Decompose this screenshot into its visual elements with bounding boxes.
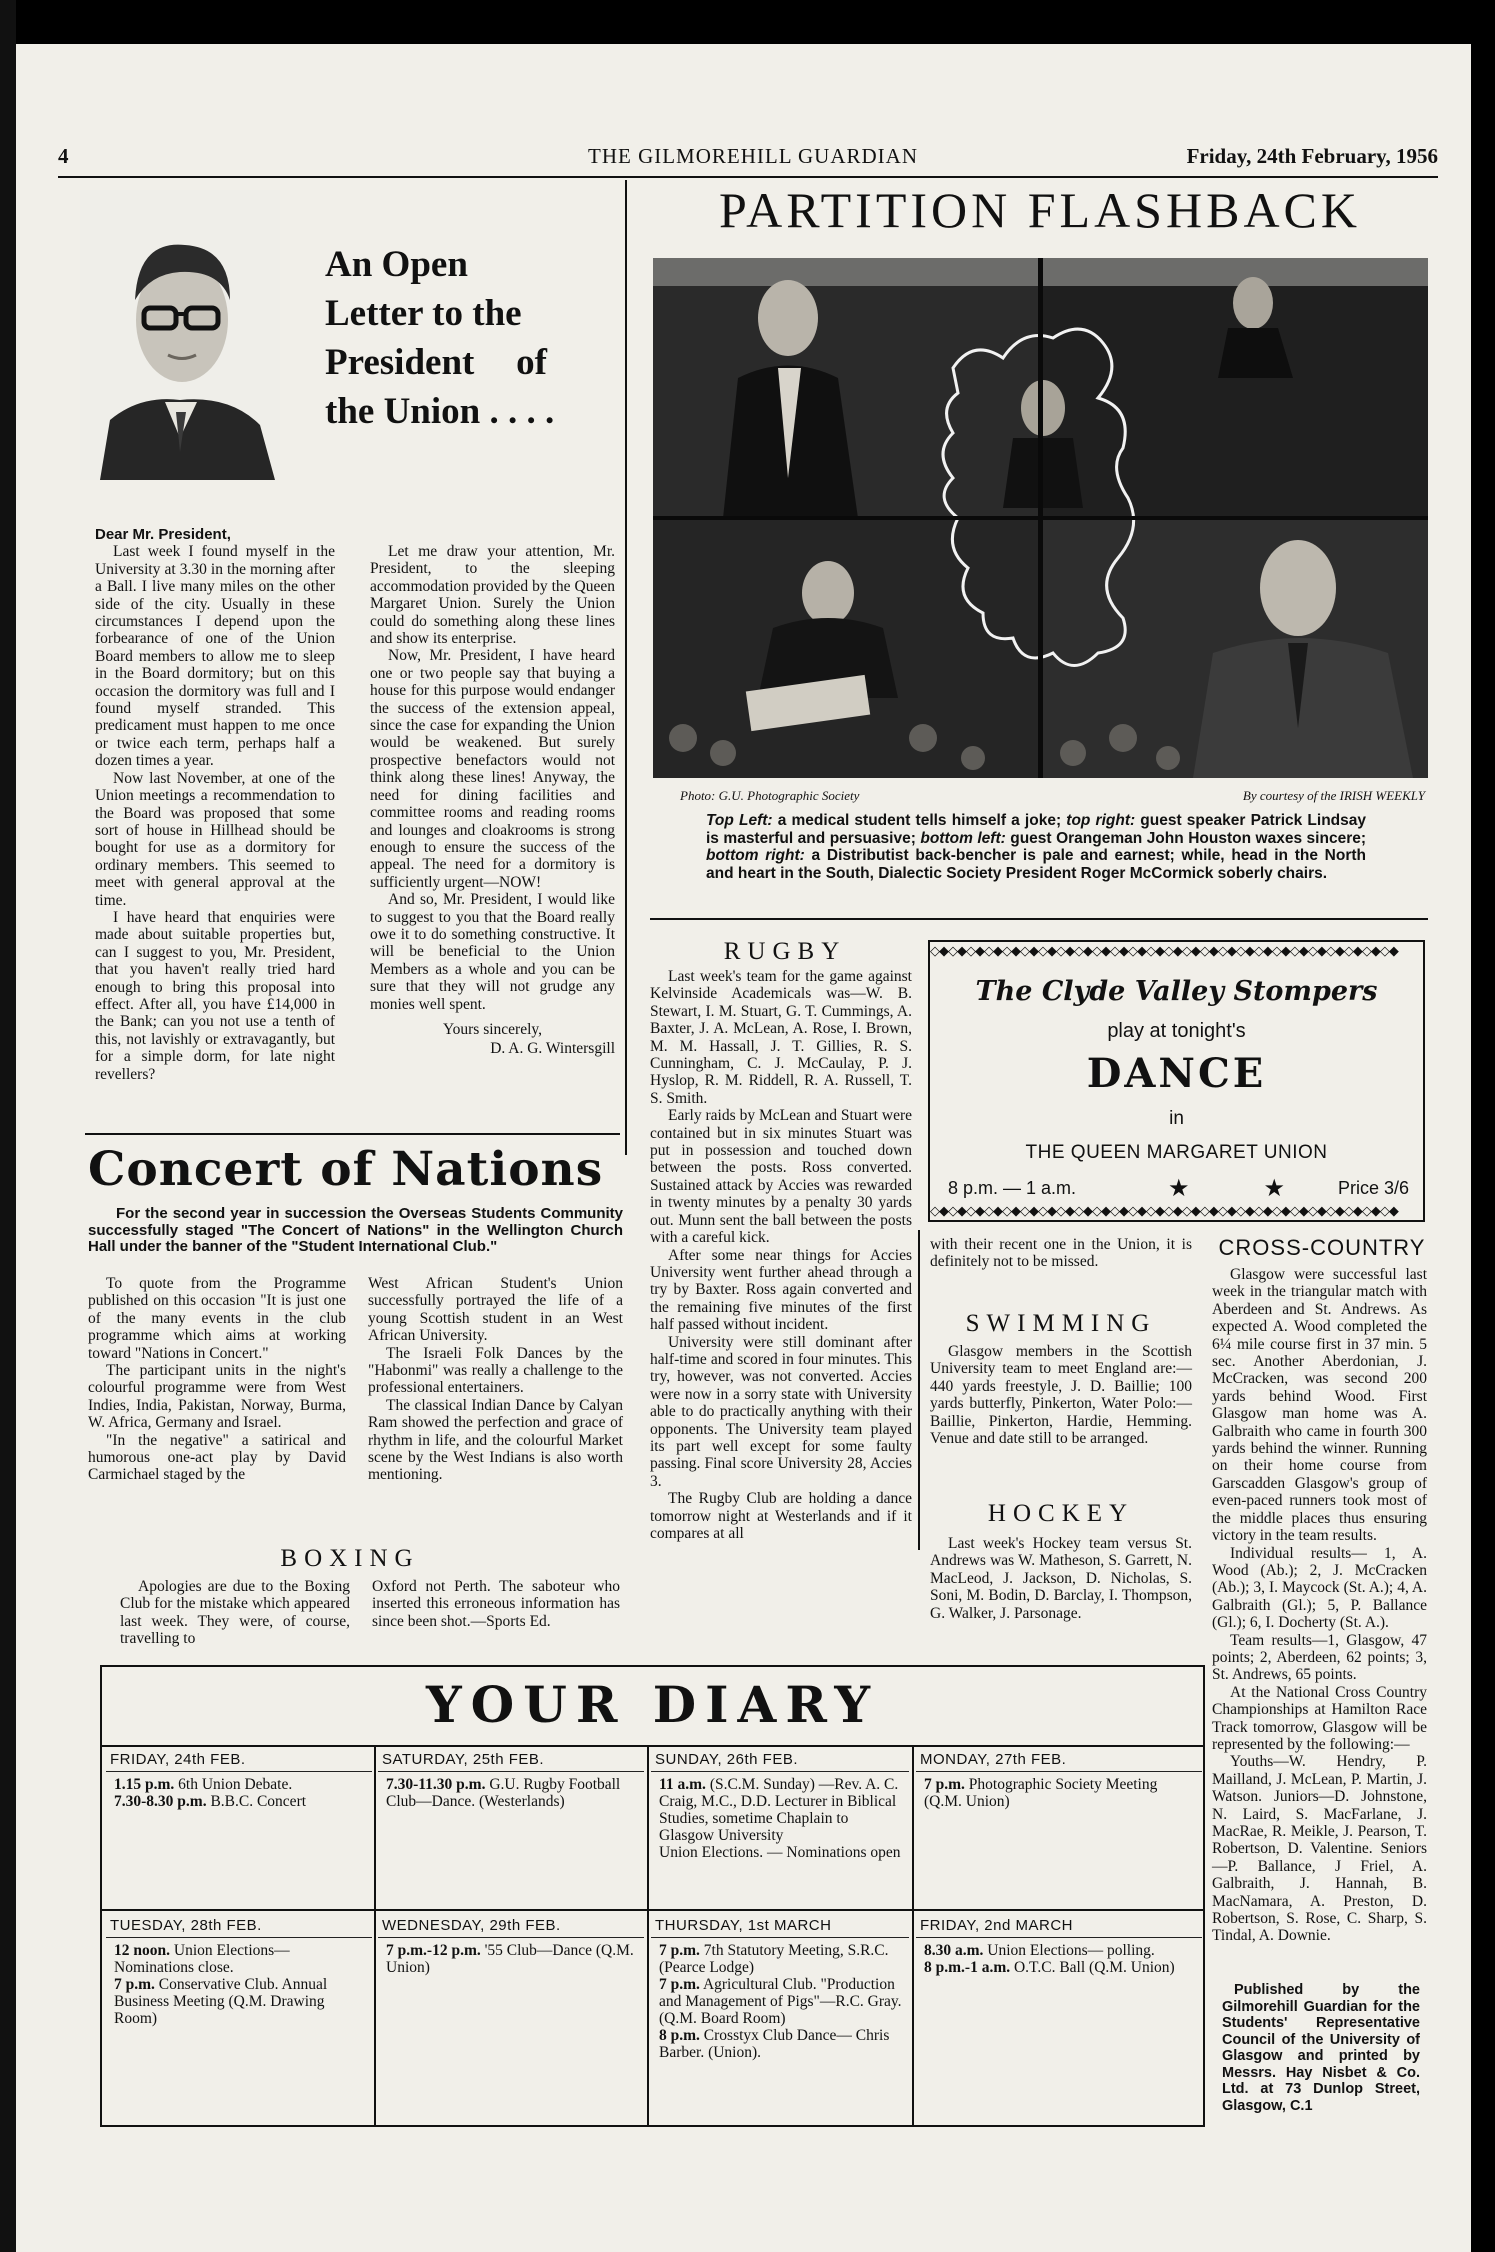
diary-entry [106, 1793, 372, 1810]
diary-heading: YOUR DIARY [425, 1675, 880, 1734]
advert-venue: THE QUEEN MARGARET UNION [1025, 1142, 1328, 1163]
boxing-paragraph: Apologies are due to the Boxing Club for the mistake which appeared last week. They were, of course, travelling to [120, 1578, 350, 1648]
diary-text: 7th Statutory Meeting, S.R.C. (Pearce Lodge) [659, 1942, 889, 1976]
caption-text: guest speaker Patrick Lindsay is masterful and persuasive; [706, 812, 1367, 847]
diary-entry [651, 1844, 909, 1861]
diary-time: 12 noon. [114, 1942, 170, 1959]
advert-band: The Clyde Valley Stompers [975, 976, 1378, 1007]
diary-day-label: THURSDAY, 1st MARCH [651, 1913, 909, 1938]
open-letter-col1 [95, 526, 335, 1083]
cross-country-paragraph: Team results—1, Glasgow, 47 points; 2, Aberdeen, 62 points; 3, St. Andrews, 65 points. [1212, 1631, 1427, 1684]
diary-rule-middle [102, 1909, 1203, 1911]
diary-day-cell [378, 1747, 644, 1810]
diary-time: 8.30 a.m. [924, 1942, 984, 1959]
rugby-heading: RUGBY [723, 938, 847, 965]
issue-date: Friday, 24th February, 1956 [1186, 144, 1438, 168]
rugby-continuation [930, 1236, 1192, 1271]
diary-day-cell [651, 1747, 909, 1861]
diary-day-label: SUNDAY, 26th FEB. [651, 1747, 909, 1772]
rugby-paragraph: Early raids by McLean and Stuart were contained but in six minutes Stuart was put in possession and touched down between the posts. Ross converted. Sustained attack by Accies was rewarded in twenty minutes by a penalty 30 yards out. Munn sent the ball between the posts with a careful kick. [650, 1107, 912, 1247]
diary-text: Union Elections— polling. [987, 1942, 1155, 1959]
diary-day-label: WEDNESDAY, 29th FEB. [378, 1913, 644, 1938]
diary-day-label: SATURDAY, 25th FEB. [378, 1747, 644, 1772]
concert-headline: Concert of Nations [88, 1142, 604, 1197]
headline-line-3b: of [516, 342, 547, 383]
partition-photo [653, 258, 1428, 778]
advert-stars: ★ ★ [1168, 1176, 1320, 1202]
diary-time: 7 p.m. [924, 1776, 965, 1793]
diary-day-label: FRIDAY, 24th FEB. [106, 1747, 372, 1772]
rule-above-concert [85, 1133, 620, 1135]
diary-day-cell [106, 1747, 372, 1810]
salutation: Dear Mr. President, [95, 526, 231, 543]
advert-line2: in [1169, 1108, 1184, 1129]
page-number: 4 [58, 144, 69, 168]
diary-time: 8 p.m. [659, 2027, 700, 2044]
concert-col1 [88, 1275, 346, 1484]
boxing-heading: BOXING [280, 1545, 420, 1572]
diary-entry [651, 1772, 909, 1844]
cross-country-paragraph: Individual results— 1, A. Wood (Ab.); 2, J. McCracken (Ab.); 3, I. Maycock (St. A.); 4, A. Galbraith (Gl.); 5, P. Ballance (Gl.); 6, I. Docherty (St. A.). [1212, 1544, 1427, 1632]
diary-day-cell [916, 1747, 1202, 1810]
letter-paragraph: Now, Mr. President, I have heard one or two people say that buying a house for this purpose would endanger the success of the extension appeal, since the case for expanding the Union would be weakened. But surely prospective benefactors would not think along these lines! Anyway, the need for dining facilities and committee rooms and reading rooms and lounges and cloakrooms is strong enough to ensure the success of the appeal. The need for a dormitory is sufficiently urgent—NOW! [370, 647, 615, 891]
concert-paragraph: "In the negative" a satirical and humorous one-act play by David Carmichael staged by the [88, 1431, 346, 1484]
diary-col-rule-1 [374, 1745, 376, 2127]
diary-time: 7.30-11.30 p.m. [386, 1776, 486, 1793]
concert-paragraph: West African Student's Union successfully portrayed the life of a young Scottish student in an West African University. [368, 1275, 623, 1345]
concert-paragraph: The participant units in the night's colourful programme were from West Indies, India, Pakistan, Norway, Burma, W. Africa, Germany and Israel. [88, 1362, 346, 1432]
diary-day-cell [378, 1913, 644, 1976]
caption-label: bottom left: [920, 829, 1006, 847]
partition-headline: PARTITION FLASHBACK [718, 182, 1362, 238]
boxing-paragraph: Oxford not Perth. The saboteur who inserted this erroneous information has since been shot.—Sports Ed. [372, 1578, 620, 1630]
letter-paragraph: I have heard that enquiries were made about suitable properties but, can I suggest to you, Mr. President, that you haven't really tried hard enough to bring this proposal into effect. After all, you have £14,000 in the Bank; can you not use a tenth of this, not lavishly or extravagantly, but for a simple dorm, for late night revellers? [95, 908, 335, 1083]
diary-entry [916, 1772, 1202, 1810]
scan-border-right [1471, 0, 1495, 2252]
advert-price: Price 3/6 [1337, 1178, 1409, 1198]
rugby-paragraph: Last week's team for the game against Kelvinside Academicals was—W. B. Stewart, I. M. Stuart, G. T. Cummings, A. Baxter, J. A. McLean, A. Rose, I. Brown, M. M. Hassall, J. T. Gillies, R. S. Cunningham, C. J. McCaulay, P. J. Hyslop, R. M. Riddell, R. A. Russell, T. S. Smith. [650, 968, 912, 1107]
hockey-paragraph: Last week's Hockey team versus St. Andrews was W. Matheson, S. Garrett, N. MacLeod, J. Jackson, D. Nicholas, S. Soni, M. Bodin, D. Barclay, I. Thompson, G. Walker, J. Parsonage. [930, 1535, 1192, 1622]
letter-paragraph: Last week I found myself in the University at 3.30 in the morning after a Ball. I live many miles on the other side of the city. Usually in these circumstances I depend upon the forbearance of one of the Union Board members to allow me to sleep in the Board dormitory; but on this occasion the dormitory was full and I found myself stranded. This predicament must happen to me once or twice each term, perhaps half a dozen times a year. [95, 543, 335, 770]
cross-country-paragraph: Glasgow were successful last week in the triangular match with Aberdeen and St. Andrews. As expected A. Wood completed the 6¼ mile course first in 37 min. 5 sec. Another Aberdonian, J. McCracken, was second 200 yards behind Wood. First Glasgow man home was A. Galbraith who came in fourth 300 yards behind the winner. Running on their home course from Garscadden Glasgow's group of even-paced runners took most of the middle places thus ensuring victory in the team results. [1212, 1266, 1427, 1545]
diary-time: 7 p.m. [659, 1942, 700, 1959]
rugby-paragraph: The Rugby Club are holding a dance tomorrow night at Westerlands and if it compares at all [650, 1490, 912, 1542]
concert-col2 [368, 1275, 623, 1484]
rule-below-caption [650, 918, 1428, 920]
swimming-heading: SWIMMING [965, 1310, 1157, 1337]
portrait-photo [80, 190, 280, 480]
advert-line1: play at tonight's [1107, 1020, 1246, 1042]
letter-paragraph: Let me draw your attention, Mr. President, to the sleeping accommodation provided by the Queen Margaret Union. Surely the Union could do something along these lines and show its enterprise. [370, 543, 615, 648]
headline-line-4: the Union . . . . [325, 391, 555, 432]
diary-entry [106, 1976, 372, 2027]
diary-box [100, 1665, 1205, 2127]
diary-day-label: FRIDAY, 2nd MARCH [916, 1913, 1202, 1938]
hockey-heading: HOCKEY [987, 1500, 1135, 1527]
letter-signature: D. A. G. Wintersgill [490, 1040, 615, 1058]
diary-day-cell [106, 1913, 372, 2027]
diary-day-label: MONDAY, 27th FEB. [916, 1747, 1202, 1772]
rugby-paragraph: with their recent one in the Union, it is definitely not to be missed. [930, 1236, 1192, 1271]
headline-line-1: An Open [325, 244, 468, 285]
portrait-figure-icon [80, 190, 280, 480]
cross-country-paragraph: Youths—W. Hendry, P. Mailland, J. McLean, P. Martin, J. Watson. Juniors—D. Johnstone, N. Laird, S. MacFarlane, J. MacRae, R. Meikle, J. Pearson, T. Robertson, D. Valentine. Seniors—P. Ballance, J Friel, A. Galbraith, J. Hannah, B. MacNamara, A. Preston, D. Robertson, S. Rose, C. Sharp, S. Tindal, A. Downie. [1212, 1753, 1427, 1945]
swimming-text [930, 1343, 1192, 1447]
partition-caption [706, 812, 1366, 882]
diary-text: O.T.C. Ball (Q.M. Union) [1013, 1959, 1175, 1976]
column-rule-main [625, 180, 627, 1155]
diary-day-cell [651, 1913, 909, 2061]
diary-entry [378, 1772, 644, 1810]
scan-border-left [0, 0, 16, 2252]
open-letter-col2 [370, 543, 615, 1058]
concert-paragraph: The classical Indian Dance by Calyan Ram showed the perfection and grace of rhythm in life, and the colourful Market scene by the West Indians is also worth mentioning. [368, 1396, 623, 1484]
caption-text: guest Orangeman John Houston waxes sincere; [1005, 829, 1367, 847]
cross-country-column [1212, 1266, 1427, 1945]
diary-day-label: TUESDAY, 28th FEB. [106, 1913, 372, 1938]
open-letter-headline [325, 240, 575, 436]
diary-entry [651, 1938, 909, 1976]
column-rule-sports [918, 1230, 920, 1550]
masthead [58, 144, 1438, 178]
diary-time: 7 p.m. [114, 1976, 155, 1993]
diary-col-rule-3 [912, 1745, 914, 2127]
diary-text: Photographic Society Meeting (Q.M. Union) [924, 1776, 1158, 1810]
caption-label: top right: [1066, 812, 1136, 829]
diary-entry [106, 1938, 372, 1976]
hockey-text [930, 1535, 1192, 1622]
diary-text: G.U. Rugby Football Club—Dance. (Westerlands) [386, 1776, 621, 1810]
letter-paragraph: And so, Mr. President, I would like to suggest to you that the Board really owe it to do something constructive. It will be beneficial to the Union Members as a whole and you can be sure that they will not grudge any monies well spent. [370, 891, 615, 1013]
rugby-column [650, 968, 912, 1542]
concert-paragraph: The Israeli Folk Dances by the "Habonmi" was really a challenge to the professional entertainers. [368, 1344, 623, 1397]
diary-entry [651, 1976, 909, 2027]
cross-country-paragraph: At the National Cross Country Championships at Hamilton Race Track tomorrow, Glasgow will be represented by the following:— [1212, 1683, 1427, 1753]
diary-text: 6th Union Debate. [178, 1776, 293, 1793]
boxing-col2 [372, 1578, 620, 1630]
diary-entry [106, 1772, 372, 1793]
diary-text: Union Elections. — Nominations open [659, 1844, 901, 1861]
photo-credits [680, 788, 1425, 804]
rugby-paragraph: After some near things for Accies University went further ahead through a try by Baxter. Ross again converted and the remaining five minutes of the first half passed without incident. [650, 1246, 912, 1334]
diary-text: Conservative Club. Annual Business Meeting (Q.M. Drawing Room) [114, 1976, 328, 2027]
diary-text: (S.C.M. Sunday) —Rev. A. C. Craig, M.C., D.D. Lecturer in Biblical Studies, sometime Chaplain to Glasgow University [659, 1776, 899, 1844]
diary-text: '55 Club—Dance (Q.M. Union) [386, 1942, 634, 1976]
stompers-advert [928, 940, 1425, 1222]
diary-time: 1.15 p.m. [114, 1776, 175, 1793]
cross-country-heading: CROSS-COUNTRY [1218, 1235, 1426, 1260]
diary-time: 11 a.m. [659, 1776, 706, 1793]
letter-paragraph: Now last November, at one of the Union meetings a recommendation to the Board was proposed that some sort of house in Hillhead should be bought for use as a dormitory for ordinary members. This seemed to meet with general approval at the time. [95, 769, 335, 909]
concert-paragraph: To quote from the Programme published on this occasion "It is just one of the many events in the club programme which aims at working toward "Nations in Concert." [88, 1275, 346, 1362]
photo-credit-right: By courtesy of the IRISH WEEKLY [1242, 788, 1425, 803]
caption-label: bottom right: [706, 847, 805, 865]
scan-border-top [0, 0, 1495, 44]
diary-text: Crosstyx Club Dance— Chris Barber. (Union). [659, 2027, 890, 2061]
letter-signoff: Yours sincerely, [442, 1020, 543, 1038]
boxing-col1 [120, 1578, 350, 1648]
headline-line-3a: President [325, 342, 475, 383]
advert-border-bottom: ◇◆◇◆◇◆◇◆◇◆◇◆◇◆◇◆◇◆◇◆◇◆◇◆◇◆◇◆◇◆◇◆◇◆◇◆◇◆◇◆◇◆◇◆◇◆◇◆◇◆◇◆ [930, 1204, 1398, 1218]
caption-text: a Distributist back-bencher is pale and earnest; while, head in the North and heart in the South, Dialectic Society President Roger McCormick soberly chairs. [706, 847, 1366, 882]
photo-credit-left: Photo: G.U. Photographic Society [680, 788, 860, 803]
headline-line-2: Letter to the [325, 293, 522, 334]
diary-day-cell [916, 1913, 1202, 1976]
diary-entry [651, 2027, 909, 2061]
diary-time: 7 p.m.-12 p.m. [386, 1942, 481, 1959]
diary-entry [916, 1938, 1202, 1959]
diary-time: 8 p.m.-1 a.m. [924, 1959, 1011, 1976]
advert-event: DANCE [1086, 1050, 1267, 1097]
diary-entry [378, 1938, 644, 1976]
diary-entry [916, 1959, 1202, 1976]
partition-photo-collage-icon [653, 258, 1428, 778]
diary-text: Agricultural Club. "Production and Management of Pigs"—R.C. Gray. (Q.M. Board Room) [659, 1976, 902, 2027]
caption-text: a medical student tells himself a joke; [772, 812, 1067, 829]
publisher-imprint: Published by the Gilmorehill Guardian for the Students' Representative Council of the University of Glasgow and printed by Messrs. Hay Nisbet & Co. Ltd. at 73 Dunlop Street, Glasgow, C.1 [1222, 1982, 1420, 2114]
newspaper-title: THE GILMOREHILL GUARDIAN [588, 144, 919, 168]
diary-time: 7.30-8.30 p.m. [114, 1793, 207, 1810]
diary-time: 7 p.m. [659, 1976, 700, 1993]
caption-label: Top Left: [706, 812, 773, 829]
concert-intro: For the second year in succession the Overseas Students Community successfully staged "The Concert of Nations" in the Wellington Church Hall under the banner of the "Student International Club." [88, 1205, 623, 1255]
advert-time: 8 p.m. — 1 a.m. [948, 1178, 1077, 1198]
diary-text: Union Elections— Nominations close. [114, 1942, 290, 1976]
diary-col-rule-2 [647, 1745, 649, 2127]
swimming-paragraph: Glasgow members in the Scottish University team to meet England are:—440 yards freestyle, J. D. Baillie; 100 yards butterfly, Pinkerton, Water Polo:—Baillie, Pinkerton, Hardie, Hemming. Venue and date still to be arranged. [930, 1343, 1192, 1448]
advert-border-top: ◇◆◇◆◇◆◇◆◇◆◇◆◇◆◇◆◇◆◇◆◇◆◇◆◇◆◇◆◇◆◇◆◇◆◇◆◇◆◇◆◇◆◇◆◇◆◇◆◇◆◇◆ [930, 944, 1398, 958]
rugby-paragraph: University were still dominant after half-time and scored in four minutes. This try, however, was not converted. Accies were now in a sorry state with University able to do practically anything with their opponents. The University team played its part well except for some faulty passing. Final score University 28, Accies 3. [650, 1333, 912, 1490]
diary-text: B.B.C. Concert [210, 1793, 307, 1810]
